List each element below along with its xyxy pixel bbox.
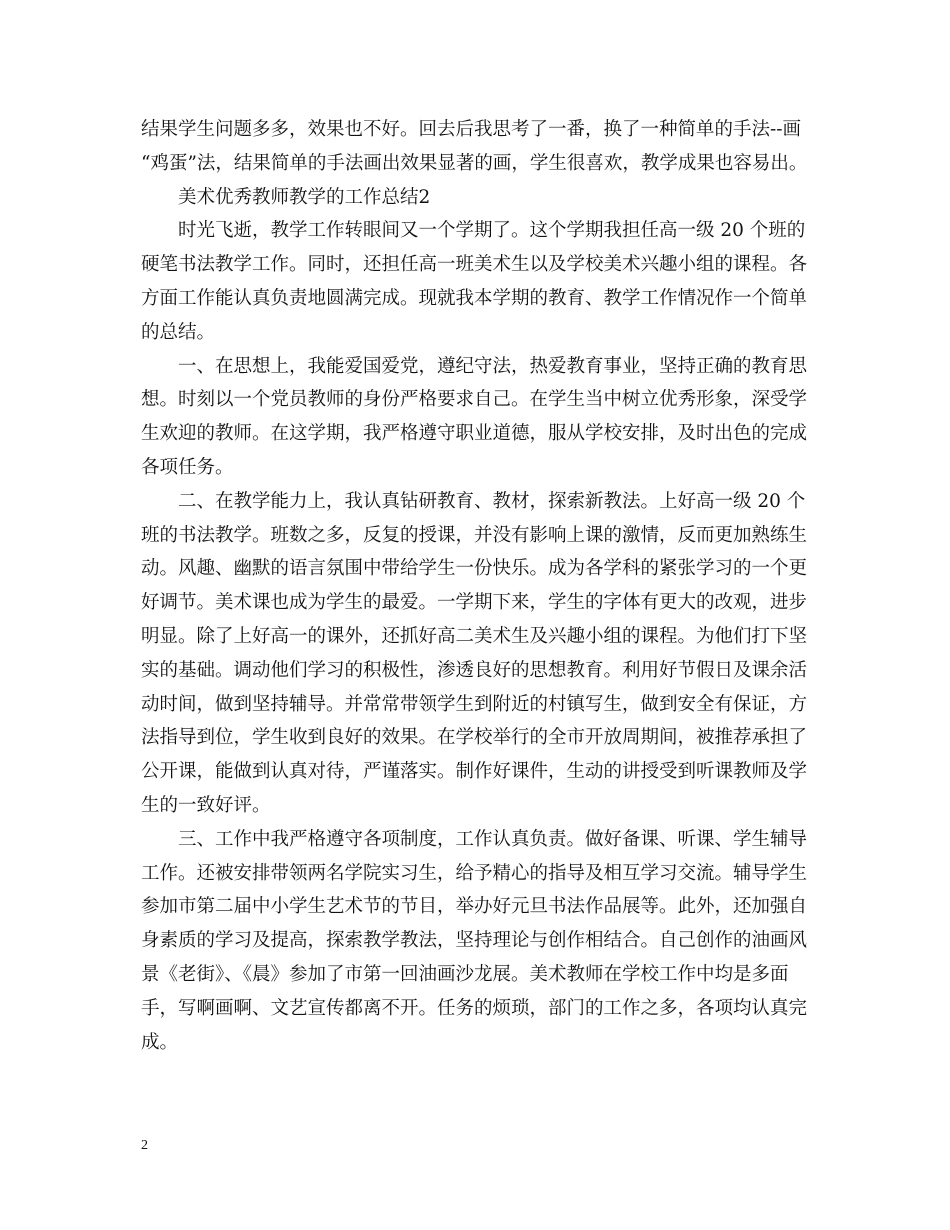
text-line: 身素质的学习及提高，探索教学教法，坚持理论与创作相结合。自己创作的油画风 (141, 930, 808, 952)
text-line: 生的一致好评。 (141, 794, 271, 816)
text-line: 时光飞逝，教学工作转眼间又一个学期了。这个学期我担任高一级 20 个班的 (141, 220, 806, 242)
text-line: 班的书法教学。班数之多，反复的授课，并没有影响上课的激情，反而更加熟练生 (141, 524, 808, 546)
text-line: 三、工作中我严格遵守各项制度，工作认真负责。做好备课、听课、学生辅导 (141, 828, 808, 850)
text-line: “鸡蛋”法，结果简单的手法画出效果显著的画，学生很喜欢，教学成果也容易出。 (141, 152, 808, 174)
text-line: 动时间，做到坚持辅导。并常常带领学生到附近的村镇写生，做到安全有保证，方 (141, 693, 808, 715)
text-line: 生欢迎的教师。在这学期，我严格遵守职业道德，服从学校安排，及时出色的完成 (141, 423, 808, 445)
text-line: 明显。除了上好高一的课外，还抓好高二美术生及兴趣小组的课程。为他们打下坚 (141, 625, 808, 647)
text-line: 动。风趣、幽默的语言氛围中带给学生一份快乐。成为各学科的紧张学习的一个更 (141, 558, 808, 580)
text-line: 方面工作能认真负责地圆满完成。现就我本学期的教育、教学工作情况作一个简单 (141, 287, 808, 309)
text-line: 一、在思想上，我能爱国爱党，遵纪守法，热爱教育事业，坚持正确的教育思 (141, 355, 808, 377)
text-line: 参加市第二届中小学生艺术节的节目，举办好元旦书法作品展等。此外，还加强自 (141, 896, 808, 918)
text-line: 好调节。美术课也成为学生的最爱。一学期下来，学生的字体有更大的改观，进步 (141, 592, 808, 614)
text-line: 硬笔书法教学工作。同时，还担任高一班美术生以及学校美术兴趣小组的课程。各 (141, 254, 808, 276)
text-line: 结果学生问题多多，效果也不好。回去后我思考了一番，换了一种简单的手法--画 (141, 119, 802, 140)
text-line: 各项任务。 (141, 456, 234, 478)
text-line: 景《老街》、《晨》参加了市第一回油画沙龙展。美术教师在学校工作中均是多面 (141, 963, 789, 985)
text-line: 手，写啊画啊、文艺宣传都离不开。任务的烦琐，部门的工作之多，各项均认真完 (141, 997, 808, 1019)
text-line: 成。 (141, 1031, 179, 1053)
document-body (141, 113, 821, 1059)
text-line: 想。时刻以一个党员教师的身份严格要求自己。在学生当中树立优秀形象，深受学 (141, 389, 808, 411)
text-line: 法指导到位，学生收到良好的效果。在学校举行的全市开放周期间，被推荐承担了 (141, 727, 808, 749)
text-line: 工作。还被安排带领两名学院实习生，给予精心的指导及相互学习交流。辅导学生 (141, 862, 808, 884)
text-line: 的总结。 (141, 321, 216, 343)
text-line: 实的基础。调动他们学习的积极性，渗透良好的思想教育。利用好节假日及课余活 (141, 659, 808, 681)
page-number: 2 (141, 1138, 148, 1153)
section-heading: 美术优秀教师教学的工作总结2 (141, 186, 431, 208)
text-line: 公开课，能做到认真对待，严谨落实。制作好课件，生动的讲授受到听课教师及学 (141, 761, 808, 783)
text-line: 二、在教学能力上，我认真钻研教育、教材，探索新教法。上好高一级 20 个 (141, 490, 806, 512)
